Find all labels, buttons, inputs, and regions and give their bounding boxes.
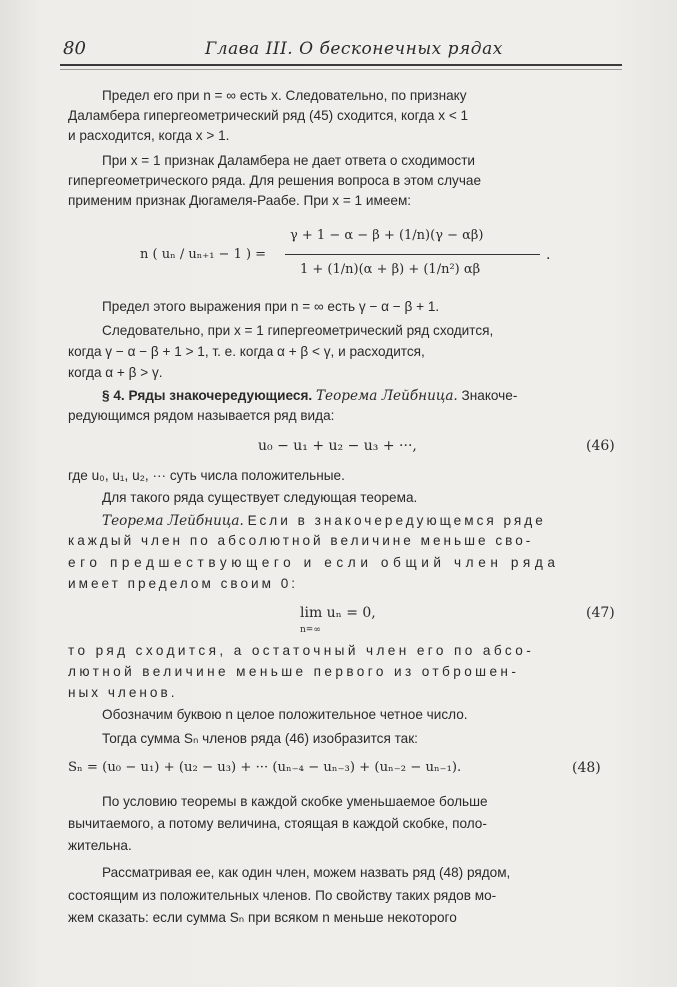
para8-line2: состоящим из положительных членов. По свойству таких рядов мо- <box>68 888 497 903</box>
formula1-denominator: 1 + (1/n)(α + β) + (1/n²) αβ <box>300 262 481 277</box>
para8-line1: Рассматривая ее, как один член, можем назвать ряд (48) рядом, <box>102 865 511 880</box>
para1-line2: Даламбера гипергеометрический ряд (45) сходится, когда x < 1 <box>68 108 469 123</box>
header-rule <box>60 64 622 66</box>
page-number: 80 <box>63 38 86 59</box>
para7-line2: вычитаемого, а потому величина, стоящая в каждой скобке, поло- <box>68 816 487 831</box>
formula1-fraction-bar <box>285 254 540 255</box>
para6-line1: Обозначим буквою n целое положительное четное число. <box>102 707 468 722</box>
para7-line1: По условию теоремы в каждой скобке уменьшаемое больше <box>102 794 488 809</box>
section4-line1 <box>102 388 517 404</box>
theorem-name: Теорема Лейбница. <box>102 513 244 529</box>
para7-line3: жительна. <box>68 838 132 853</box>
section4-line1-rest: Знакоче- <box>461 388 518 403</box>
para4-line1: Следовательно, при x = 1 гипергеометрический ряд сходится, <box>102 323 494 338</box>
formula1-numerator: γ + 1 − α − β + (1/n)(γ − αβ) <box>290 228 484 243</box>
eq46-number: (46) <box>586 438 615 454</box>
para8-line3: жем сказать: если сумма Sₙ при всяком n меньше некоторого <box>68 910 457 925</box>
chapter-title: Глава III. О бесконечных рядах <box>205 39 503 59</box>
header-rule-thin <box>60 69 622 70</box>
theorem-line4: имеет пределом своим 0: <box>68 576 299 591</box>
eq47-number: (47) <box>586 605 615 621</box>
eq47-formula: lim uₙ = 0, <box>300 605 376 621</box>
para4-line3: когда α + β > γ. <box>68 365 163 380</box>
theorem-line1-rest: Если в знакочередующемся ряде <box>247 513 546 528</box>
section4-subtitle: Теорема Лейбница. <box>315 388 458 404</box>
eq48-number: (48) <box>572 760 601 776</box>
conclusion-line2: лютной величине меньше первого из отброшен- <box>68 664 520 679</box>
para2-line2: гипергеометрического ряда. Для решения вопроса в этом случае <box>68 173 482 188</box>
theorem-line2: каждый член по абсолютной величине меньше сво- <box>68 533 534 548</box>
section4-line2: редующимся рядом называется ряд вида: <box>68 408 335 423</box>
para1-line1: Предел его при n = ∞ есть x. Следовательно, по признаку <box>102 88 467 103</box>
section4-heading: § 4. Ряды знакочередующиеся. <box>102 388 313 403</box>
eq47-subscript: n=∞ <box>300 625 321 635</box>
para5-line2: Для такого ряда существует следующая теорема. <box>102 490 418 505</box>
conclusion-line1: то ряд сходится, а остаточный член его по абсо- <box>68 643 535 658</box>
eq46-formula: u₀ − u₁ + u₂ − u₃ + ···, <box>258 438 417 454</box>
para6-line2: Тогда сумма Sₙ членов ряда (46) изобразится так: <box>102 731 418 746</box>
para3-line1: Предел этого выражения при n = ∞ есть γ − α − β + 1. <box>102 299 440 314</box>
conclusion-line3: ных членов. <box>68 685 178 700</box>
para1-line3: и расходится, когда x > 1. <box>68 128 230 143</box>
theorem-line3: его предшествующего и если общий член ряда <box>68 555 560 570</box>
para2-line3: применим признак Дюгамеля-Раабе. При x = 1 имеем: <box>68 193 412 208</box>
para5-line1: где u₀, u₁, u₂, ··· суть числа положительные. <box>68 468 345 483</box>
formula1-lhs: n ( uₙ / uₙ₊₁ − 1 ) = <box>140 247 267 262</box>
para4-line2: когда γ − α − β + 1 > 1, т. е. когда α + β < γ, и расходится, <box>68 344 425 359</box>
para2-line1: При x = 1 признак Даламбера не дает ответа о сходимости <box>102 153 476 168</box>
formula1-tail: . <box>546 247 551 263</box>
theorem-line1 <box>102 513 546 529</box>
eq48-formula: Sₙ = (u₀ − u₁) + (u₂ − u₃) + ··· (uₙ₋₄ − uₙ₋₃) + (uₙ₋₂ − uₙ₋₁). <box>68 760 462 775</box>
